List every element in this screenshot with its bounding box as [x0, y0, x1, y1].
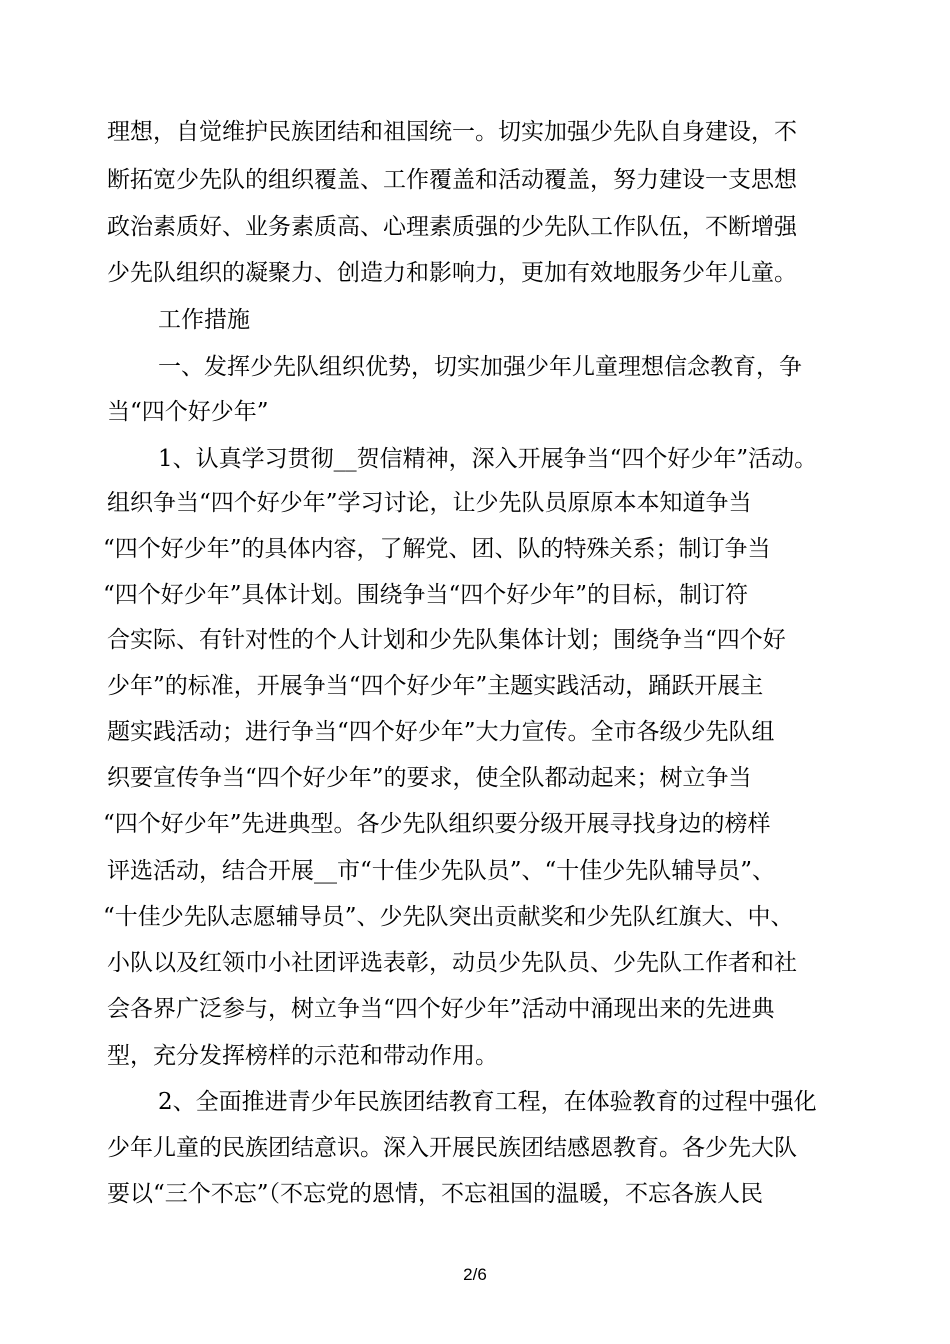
text-line: 少年儿童的民族团结意识。深入开展民族团结感恩教育。各少先大队 — [107, 1135, 797, 1161]
text-line: “十佳少先队志愿辅导员”、少先队突出贡献奖和少先队红旗大、中、 — [103, 904, 794, 930]
text-line: 断拓宽少先队的组织覆盖、工作覆盖和活动覆盖，努力建设一支思想 — [107, 167, 797, 193]
text-line: “四个好少年”具体计划。围绕争当“四个好少年”的目标，制订符 — [103, 582, 749, 608]
text-line: 评选活动，结合开展__市“十佳少先队员”、“十佳少先队辅导员”、 — [107, 858, 776, 884]
text-line: 织要宣传争当“四个好少年”的要求，使全队都动起来；树立争当 — [107, 765, 752, 791]
text-line: 要以“三个不忘”（不忘党的恩情，不忘祖国的温暖，不忘各族人民 — [107, 1181, 764, 1207]
text-line: 一、发挥少先队组织优势，切实加强少年儿童理想信念教育，争 — [158, 354, 802, 380]
text-line: 题实践活动；进行争当“四个好少年”大力宣传。全市各级少先队组 — [107, 719, 775, 745]
text-line: 会各界广泛参与，树立争当“四个好少年”活动中涌现出来的先进典 — [107, 996, 775, 1022]
text-line: 合实际、有针对性的个人计划和少先队集体计划；围绕争当“四个好 — [107, 627, 786, 653]
text-line: 组织争当“四个好少年”学习讨论，让少先队员原原本本知道争当 — [107, 490, 752, 516]
text-line: 2、全面推进青少年民族团结教育工程，在体验教育的过程中强化 — [158, 1089, 817, 1115]
text-line: 少年”的标准，开展争当“四个好少年”主题实践活动，踊跃开展主 — [107, 673, 764, 699]
text-line: 少先队组织的凝聚力、创造力和影响力，更加有效地服务少年儿童。 — [107, 260, 797, 286]
text-line: 1、认真学习贯彻__贺信精神，深入开展争当“四个好少年”活动。 — [158, 446, 818, 472]
text-line: 政治素质好、业务素质高、心理素质强的少先队工作队伍，不断增强 — [107, 214, 797, 240]
text-line: 当“四个好少年” — [107, 399, 269, 425]
text-line: 理想，自觉维护民族团结和祖国统一。切实加强少先队自身建设，不 — [107, 119, 797, 145]
text-line: “四个好少年”的具体内容，了解党、团、队的特殊关系；制订争当 — [103, 536, 771, 562]
page-number: 2/6 — [463, 1265, 487, 1284]
text-line: 型，充分发挥榜样的示范和带动作用。 — [107, 1043, 498, 1069]
text-line: “四个好少年”先进典型。各少先队组织要分级开展寻找身边的榜样 — [103, 811, 771, 837]
text-line: 小队以及红领巾小社团评选表彰，动员少先队员、少先队工作者和社 — [107, 950, 797, 976]
section-heading: 工作措施 — [158, 307, 250, 333]
